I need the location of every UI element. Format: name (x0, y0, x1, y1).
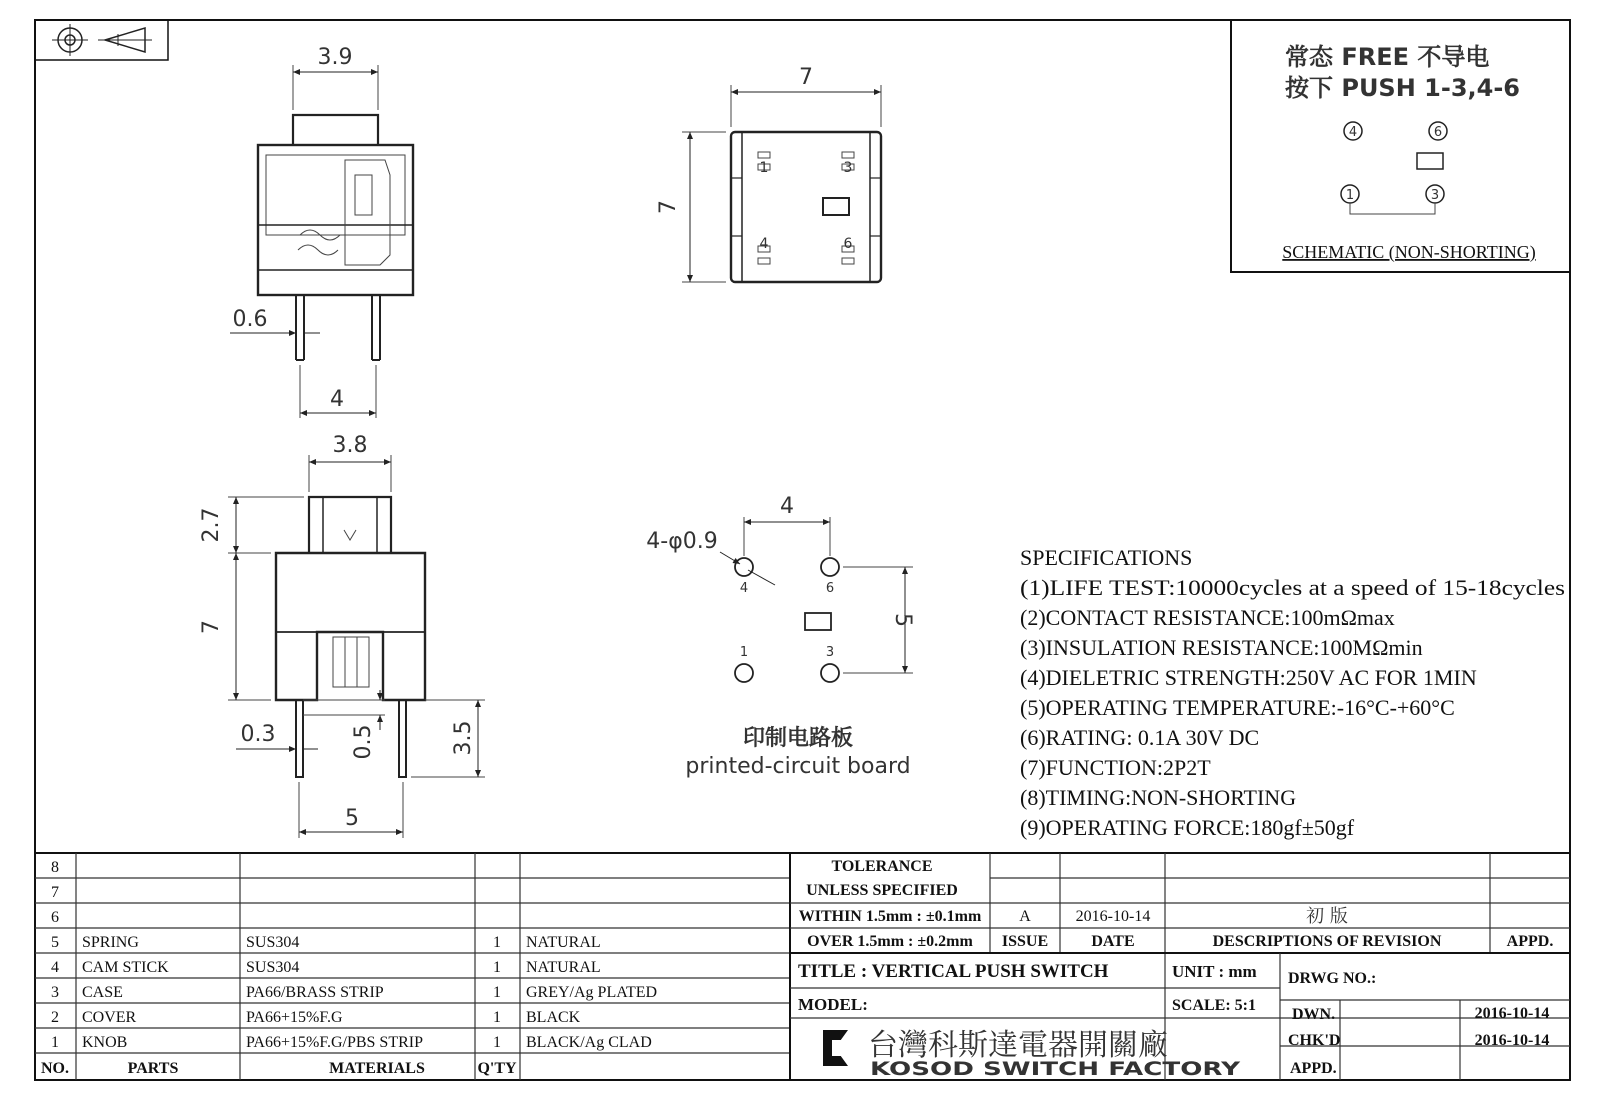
part-qty: 1 (493, 1009, 501, 1026)
part-finish: NATURAL (526, 934, 601, 951)
part-name: KNOB (82, 1034, 128, 1051)
tolerance-over: OVER 1.5mm : ±0.2mm (807, 933, 973, 950)
pcb-label-cn: 印制电路板 (742, 726, 854, 751)
top-pin-1: 1 (759, 160, 769, 176)
spec-item: (2)CONTACT RESISTANCE:100mΩmax (1020, 605, 1395, 630)
table-row (51, 909, 59, 926)
model: MODEL: (798, 995, 868, 1014)
schematic-line-2: 按下 PUSH 1-3,4-6 (1285, 74, 1520, 102)
pcb-pin-3: 3 (825, 645, 835, 660)
pcb-pin-1: 1 (739, 645, 749, 660)
schematic-pin-1: 1 (1345, 188, 1355, 203)
unit: UNIT : mm (1172, 962, 1257, 981)
part-qty: 1 (493, 934, 501, 951)
part-no: 4 (51, 959, 59, 976)
company-name-cn: 台灣科斯達電器開關廠 (868, 1028, 1168, 1063)
dim-front-pin-gap: 0.5 (351, 724, 376, 760)
part-no: 1 (51, 1034, 59, 1051)
part-qty: 1 (493, 1034, 501, 1051)
title-block (790, 853, 1570, 1080)
part-qty: 1 (493, 959, 501, 976)
spec-item: (1)LIFE TEST:10000cycles at a speed of 15-18cycles (1020, 575, 1565, 600)
projection-symbol-icon (35, 20, 168, 60)
top-pin-3: 3 (843, 160, 853, 176)
dim-front-cap-height: 2.7 (199, 507, 224, 543)
pcb-label-en: printed-circuit board (685, 754, 911, 779)
part-material: SUS304 (246, 959, 300, 976)
dim-pcb-pitch-y: 5 (890, 613, 915, 627)
specifications (1020, 545, 1565, 840)
part-no: 7 (51, 884, 59, 901)
top-view (656, 65, 881, 282)
tolerance-line-1: TOLERANCE (831, 858, 933, 875)
part-finish: BLACK/Ag CLAD (526, 1034, 652, 1051)
drawing-title: TITLE : VERTICAL PUSH SWITCH (798, 961, 1109, 982)
chkd-date: 2016-10-14 (1474, 1032, 1550, 1049)
parts-header-qty: Q'TY (477, 1060, 517, 1077)
table-row (51, 1034, 652, 1051)
part-finish: BLACK (526, 1009, 581, 1026)
part-material: PA66+15%F.G (246, 1009, 343, 1026)
company-name-en: KOSOD SWITCH FACTORY (870, 1058, 1241, 1080)
schematic-line-1: 常态 FREE 不导电 (1285, 43, 1490, 71)
table-row (51, 984, 657, 1001)
appd-label: APPD. (1506, 933, 1554, 950)
dwn-date: 2016-10-14 (1474, 1005, 1550, 1022)
top-pin-4: 4 (759, 236, 769, 252)
dim-front-body-height: 7 (199, 620, 224, 634)
tolerance-line-2: UNLESS SPECIFIED (806, 882, 958, 899)
revision-date: 2016-10-14 (1075, 908, 1151, 925)
company-logo-icon (823, 1030, 848, 1066)
part-no: 3 (51, 984, 59, 1001)
schematic-box (1231, 20, 1570, 272)
revision-description: 初 版 (1306, 906, 1348, 927)
dim-side-pin-pitch: 4 (330, 387, 344, 412)
dim-top-width: 7 (799, 65, 813, 90)
tolerance-within: WITHIN 1.5mm : ±0.1mm (798, 908, 982, 925)
part-name: SPRING (82, 934, 139, 951)
spec-item: (4)DIELETRIC STRENGTH:250V AC FOR 1MIN (1020, 665, 1477, 690)
table-row (51, 934, 601, 951)
drawing-number-label: DRWG NO.: (1288, 970, 1377, 987)
dim-front-pin-length: 3.5 (451, 720, 476, 756)
part-no: 5 (51, 934, 59, 951)
parts-header-no: NO. (41, 1060, 69, 1077)
part-material: PA66/BRASS STRIP (246, 984, 384, 1001)
dwn-label: DWN. (1292, 1006, 1336, 1023)
table-row (51, 884, 59, 901)
dim-side-top-width: 3.9 (317, 45, 353, 70)
part-material: PA66+15%F.G/PBS STRIP (246, 1034, 423, 1051)
descriptions-label: DESCRIPTIONS OF REVISION (1212, 933, 1442, 950)
part-name: CASE (82, 984, 123, 1001)
part-name: COVER (82, 1009, 137, 1026)
parts-header-parts: PARTS (127, 1060, 179, 1077)
table-row (51, 1009, 581, 1026)
part-finish: GREY/Ag PLATED (526, 984, 658, 1001)
spec-item: (3)INSULATION RESISTANCE:100MΩmin (1020, 635, 1423, 660)
revision-issue: A (1019, 908, 1031, 925)
pcb-layout (646, 494, 915, 779)
spec-item: (7)FUNCTION:2P2T (1020, 755, 1211, 780)
schematic-pin-6: 6 (1433, 125, 1443, 140)
dim-front-pin-width: 0.3 (240, 722, 276, 747)
spec-heading: SPECIFICATIONS (1020, 545, 1193, 570)
table-row (51, 959, 601, 976)
spec-item: (6)RATING: 0.1A 30V DC (1020, 725, 1260, 750)
dim-top-height: 7 (656, 200, 681, 214)
part-finish: NATURAL (526, 959, 601, 976)
dim-front-top-width: 3.8 (332, 433, 368, 458)
spec-item: (8)TIMING:NON-SHORTING (1020, 785, 1297, 810)
pcb-hole-spec: 4-φ0.9 (646, 529, 718, 554)
scale: SCALE: 5:1 (1172, 997, 1257, 1014)
top-pin-6: 6 (843, 236, 853, 252)
pcb-pin-4: 4 (739, 581, 749, 596)
spec-item: (5)OPERATING TEMPERATURE:-16°C-+60°C (1020, 695, 1455, 720)
part-no: 2 (51, 1009, 59, 1026)
date-label: DATE (1091, 933, 1135, 950)
part-name: CAM STICK (82, 959, 169, 976)
part-no: 6 (51, 909, 59, 926)
schematic-pin-3: 3 (1430, 188, 1440, 203)
parts-header-materials: MATERIALS (329, 1060, 425, 1077)
part-material: SUS304 (246, 934, 300, 951)
part-no: 8 (51, 859, 59, 876)
appd2-label: APPD. (1290, 1060, 1337, 1077)
issue-label: ISSUE (1001, 933, 1049, 950)
spec-item: (9)OPERATING FORCE:180gf±50gf (1020, 815, 1355, 840)
dim-front-pin-pitch: 5 (345, 806, 359, 831)
schematic-caption: SCHEMATIC (NON-SHORTING) (1282, 242, 1536, 262)
parts-rows (51, 859, 657, 1051)
dim-pcb-pitch-x: 4 (780, 494, 794, 519)
pcb-pin-6: 6 (825, 581, 835, 596)
part-qty: 1 (493, 984, 501, 1001)
table-row (51, 859, 59, 876)
dim-side-pin-width: 0.6 (232, 307, 268, 332)
chkd-label: CHK'D (1288, 1032, 1341, 1049)
schematic-pin-4: 4 (1348, 125, 1358, 140)
side-view (230, 45, 413, 418)
front-view (199, 433, 485, 838)
